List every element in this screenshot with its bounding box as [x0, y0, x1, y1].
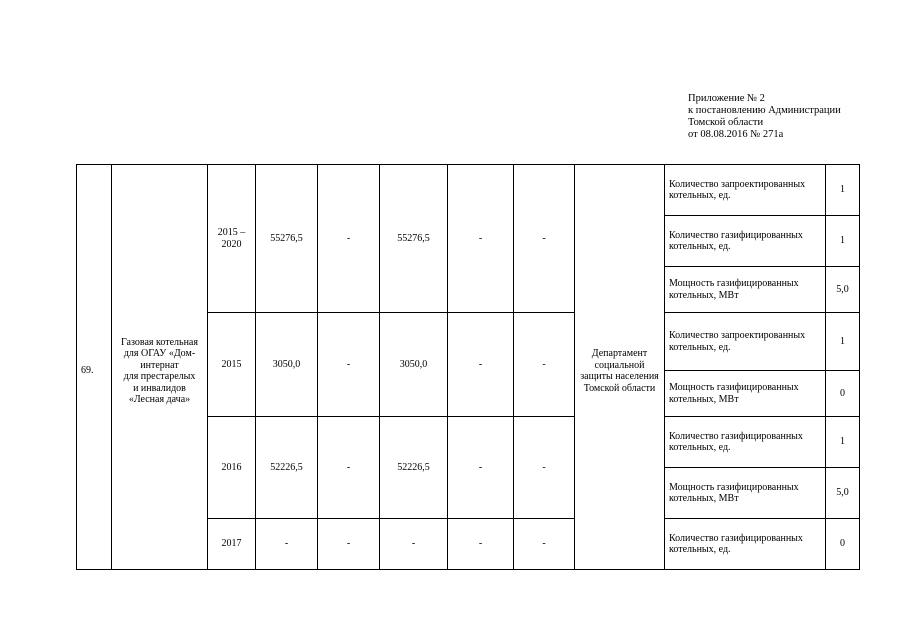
program-table: [76, 164, 860, 570]
department: [575, 165, 665, 570]
period-year: 2015: [208, 313, 256, 417]
indicator-value: 5,0: [826, 267, 860, 313]
period-col-a: -: [318, 313, 380, 417]
indicator-value: 0: [826, 519, 860, 570]
indicator-label: Мощность газифицированных котельных, МВт: [665, 468, 826, 519]
period-total: 55276,5: [256, 165, 318, 313]
department-line: социальной: [594, 359, 645, 371]
indicator-value: 1: [826, 313, 860, 371]
period-col-c: -: [448, 165, 514, 313]
indicator-label: Мощность газифицированных котельных, МВт: [665, 267, 826, 313]
period-col-b: 3050,0: [380, 313, 448, 417]
item-name-line: для престарелых: [123, 371, 196, 382]
period-col-a: -: [318, 417, 380, 519]
appendix-title: Приложение № 2: [688, 93, 765, 104]
period-col-d: -: [514, 165, 575, 313]
indicator-label: Количество газифицированных котельных, ед.: [665, 417, 826, 468]
period-col-c: -: [448, 417, 514, 519]
item-name-line: для ОГАУ «Дом-: [123, 348, 196, 359]
item-name-line: «Лесная дача»: [128, 394, 191, 405]
department-line: защиты населения: [580, 371, 659, 382]
indicator-value: 0: [826, 371, 860, 417]
item-name-line: Газовая котельная: [121, 336, 198, 348]
indicator-value: 1: [826, 417, 860, 468]
department-line: Томской области: [583, 382, 656, 394]
period-col-d: -: [514, 417, 575, 519]
period-year: 2016: [208, 417, 256, 519]
appendix-date: от 08.08.2016 № 271а: [688, 129, 784, 140]
appendix-reference: к постановлению Администрации: [688, 105, 841, 116]
appendix-header: [688, 93, 841, 141]
indicator-value: 1: [826, 165, 860, 216]
indicator-label: Количество газифицированных котельных, ед.: [665, 216, 826, 267]
indicator-label: Количество запроектированных котельных, ед.: [665, 165, 826, 216]
indicator-label: Количество запроектированных котельных, ед.: [665, 313, 826, 371]
item-name: [112, 165, 208, 570]
period-col-a: -: [318, 519, 380, 570]
period-col-d: -: [514, 313, 575, 417]
period-col-b: 55276,5: [380, 165, 448, 313]
period-year: 2015 – 2020: [208, 165, 256, 313]
period-total: 52226,5: [256, 417, 318, 519]
period-col-a: -: [318, 165, 380, 313]
indicator-value: 5,0: [826, 468, 860, 519]
period-col-b: 52226,5: [380, 417, 448, 519]
item-name-line: интернат: [140, 359, 179, 371]
indicator-label: Мощность газифицированных котельных, МВт: [665, 371, 826, 417]
period-total: 3050,0: [256, 313, 318, 417]
period-year: 2017: [208, 519, 256, 570]
appendix-region: Томской области: [688, 117, 764, 128]
indicator-label: Количество газифицированных котельных, ед.: [665, 519, 826, 570]
period-col-c: -: [448, 313, 514, 417]
item-number: 69.: [77, 165, 112, 570]
indicator-value: 1: [826, 216, 860, 267]
period-col-d: -: [514, 519, 575, 570]
department-line: Департамент: [591, 348, 648, 359]
period-col-b: -: [380, 519, 448, 570]
item-name-line: и инвалидов: [133, 382, 186, 394]
table-row: [77, 165, 860, 216]
period-total: -: [256, 519, 318, 570]
period-col-c: -: [448, 519, 514, 570]
